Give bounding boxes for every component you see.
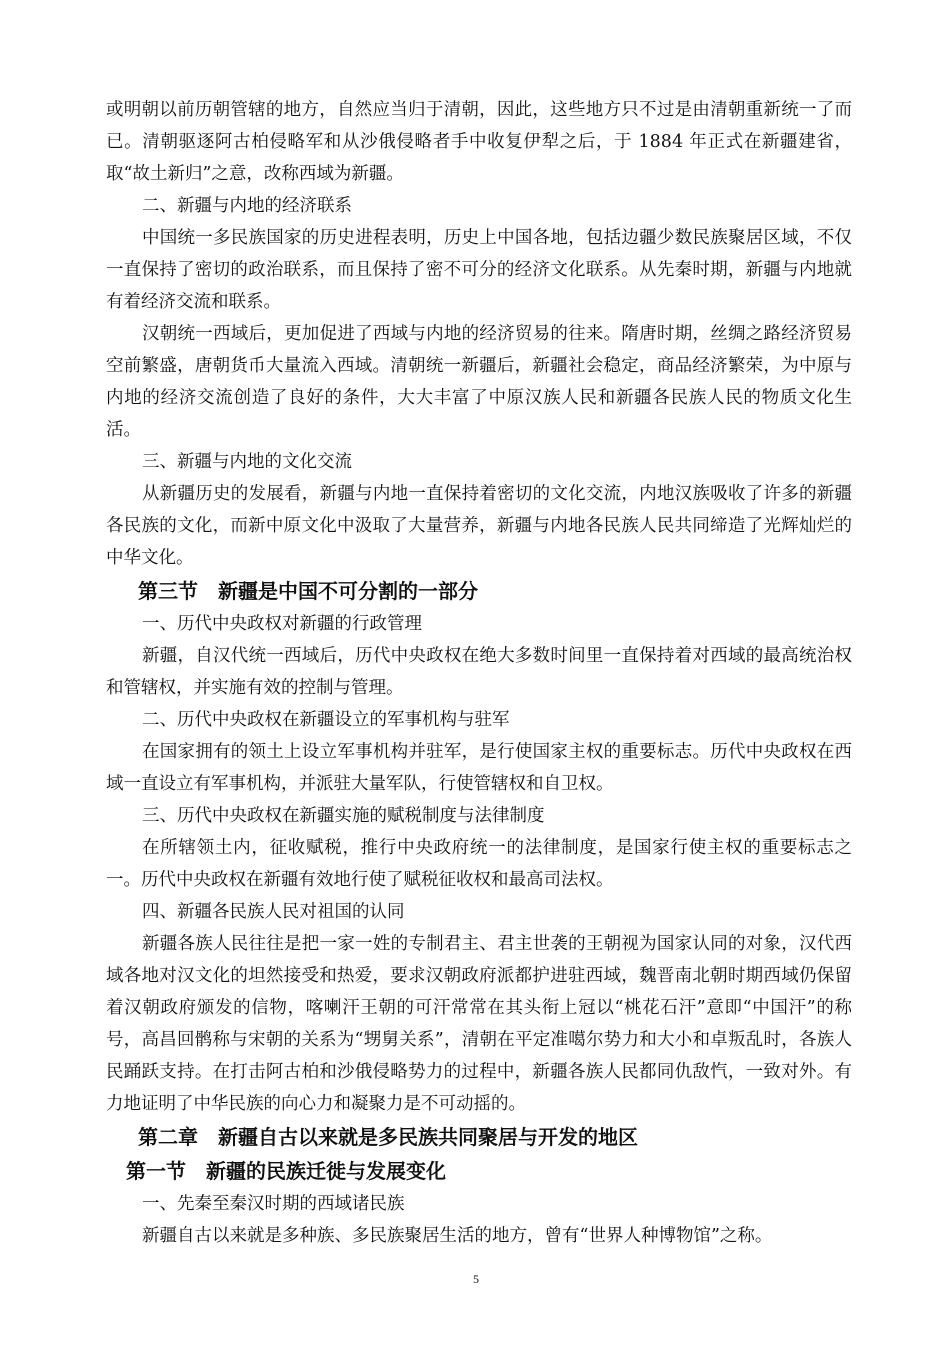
- subheading: 三、新疆与内地的文化交流: [142, 452, 352, 472]
- subheading: 一、先秦至秦汉时期的西域诸民族: [142, 1194, 405, 1214]
- subheading: 二、历代中央政权在新疆设立的军事机构与驻军: [142, 710, 510, 730]
- chapter-title: 第二章 新疆自古以来就是多民族共同聚居与开发的地区: [138, 1125, 638, 1149]
- paragraph: 从新疆历史的发展看，新疆与内地一直保持着密切的文化交流，内地汉族吸收了许多的新疆各民族的文化，而新中原文化中汲取了大量营养，新疆与内地各民族人民共同缔造了光辉灿烂的中华文化。: [106, 484, 852, 568]
- section-title: 第三节 新疆是中国不可分割的一部分: [138, 579, 478, 603]
- paragraph: 在国家拥有的领土上设立军事机构并驻军，是行使国家主权的重要标志。历代中央政权在西域一直设立有军事机构，并派驻大量军队，行使管辖权和自卫权。: [106, 742, 852, 794]
- subheading: 二、新疆与内地的经济联系: [142, 196, 352, 216]
- paragraph: 新疆自古以来就是多种族、多民族聚居生活的地方，曾有“世界人种博物馆”之称。: [142, 1226, 773, 1246]
- subheading: 一、历代中央政权对新疆的行政管理: [142, 614, 422, 634]
- page-number: 5: [473, 1272, 479, 1286]
- subheading: 三、历代中央政权在新疆实施的赋税制度与法律制度: [142, 806, 545, 826]
- paragraph: 新疆各族人民往往是把一家一姓的专制君主、君主世袭的王朝视为国家认同的对象，汉代西域各地对汉文化的坦然接受和热爱，要求汉朝政府派都护进驻西域，魏晋南北朝时期西域仍保留着汉朝政府颁发的信物，喀喇汗王朝的可汗常常在其头衔上冠以“桃花石汗”意即“中国汗”的称号，高昌回鹘称与宋朝的关系为“甥舅关系”，清朝在平定准噶尔势力和大小和卓叛乱时，各族人民踊跃支持。在打击阿古柏和沙俄侵略势力的过程中，新疆各族人民都同仇敌忾，一致对外。有力地证明了中华民族的向心力和凝聚力是不可动摇的。: [106, 934, 852, 1114]
- paragraph: 或明朝以前历朝管辖的地方，自然应当归于清朝，因此，这些地方只不过是由清朝重新统一了而已。清朝驱逐阿古柏侵略军和从沙俄侵略者手中收复伊犁之后，于 1884 年正式在新疆建省，取“故土新归”之意，改称西域为新疆。: [106, 100, 852, 184]
- paragraph: 在所辖领土内，征收赋税，推行中央政府统一的法律制度，是国家行使主权的重要标志之一。历代中央政权在新疆有效地行使了赋税征收权和最高司法权。: [106, 838, 852, 890]
- paragraph: 汉朝统一西域后，更加促进了西域与内地的经济贸易的往来。隋唐时期，丝绸之路经济贸易空前繁盛，唐朝货币大量流入西域。清朝统一新疆后，新疆社会稳定，商品经济繁荣，为中原与内地的经济交流创造了良好的条件，大大丰富了中原汉族人民和新疆各民族人民的物质文化生活。: [106, 324, 852, 440]
- paragraph: 新疆，自汉代统一西域后，历代中央政权在绝大多数时间里一直保持着对西域的最高统治权和管辖权，并实施有效的控制与管理。: [106, 646, 852, 698]
- page-body: [106, 94, 852, 1252]
- subheading: 四、新疆各民族人民对祖国的认同: [142, 902, 405, 922]
- paragraph: 中国统一多民族国家的历史进程表明，历史上中国各地，包括边疆少数民族聚居区域，不仅一直保持了密切的政治联系，而且保持了密不可分的经济文化联系。从先秦时期，新疆与内地就有着经济交流和联系。: [106, 228, 852, 312]
- section-title: 第一节 新疆的民族迁徙与发展变化: [126, 1159, 446, 1183]
